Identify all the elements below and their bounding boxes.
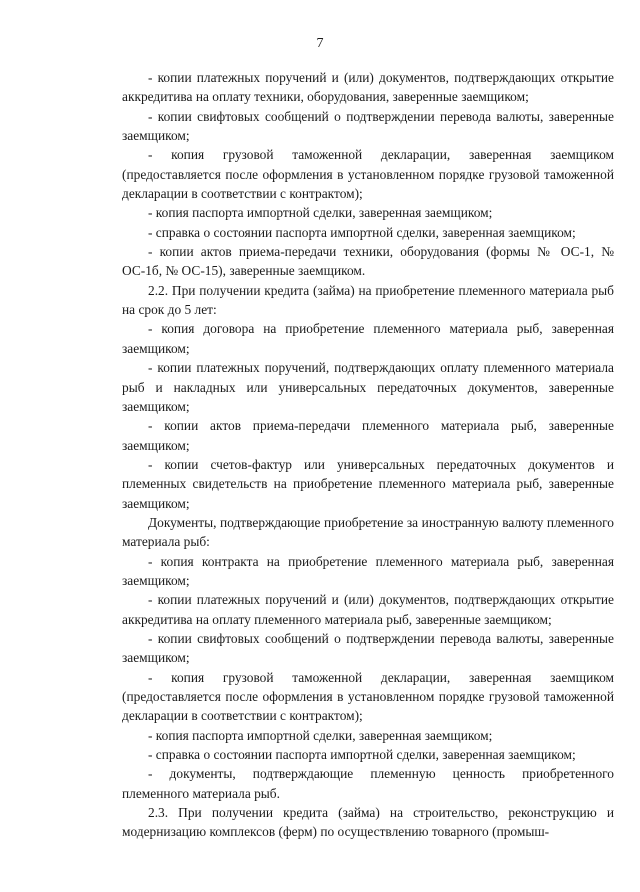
page-number: 7 xyxy=(316,36,324,51)
paragraph: - документы, подтверждающие племенную ценность приобретенного племенного материала рыб. xyxy=(122,766,614,801)
paragraph: - копия контракта на приобретение племенного материала рыб, заверенная заемщиком; xyxy=(122,553,614,588)
subheading-paragraph: Документы, подтверждающие приобретение за иностранную валюту племенного материала рыб: xyxy=(122,514,614,550)
paragraph: - копии свифтовых сообщений о подтверждении перевода валюты, заверенные заемщиком; xyxy=(122,630,614,666)
paragraph: - справка о состоянии паспорта импортной сделки, заверенная заемщиком; xyxy=(148,224,576,240)
paragraph: - копия паспорта импортной сделки, заверенная заемщиком; xyxy=(148,205,493,221)
paragraph: - копии свифтовых сообщений о подтверждении перевода валюты, заверенные заемщиком; xyxy=(122,108,614,144)
paragraph: - копия грузовой таможенной декларации, заверенная заемщиком (предоставляется после оформления в установленном порядке грузовой таможенной декларации в соответствии с контрактом); xyxy=(122,669,614,724)
section-heading-paragraph: 2.2. При получении кредита (займа) на приобретение племенного материала рыб на срок до 5 лет: xyxy=(122,282,614,318)
paragraph: - копии платежных поручений и (или) документов, подтверждающих открытие аккредитива на оплату племенного материала рыб, заверенные заемщиком; xyxy=(122,592,614,627)
paragraph: - копии счетов-фактур или универсальных передаточных документов и племенных свидетельств на приобретение племенного материала рыб, заверенные заемщиком; xyxy=(122,456,614,511)
paragraph: - справка о состоянии паспорта импортной сделки, заверенная заемщиком; xyxy=(148,747,576,763)
paragraph: - копии актов приема-передачи племенного материала рыб, заверенные заемщиком; xyxy=(122,418,614,453)
document-body xyxy=(122,68,614,842)
paragraph: - копии платежных поручений и (или) документов, подтверждающих открытие аккредитива на оплату техники, оборудования, заверенные заемщиком; xyxy=(122,70,614,105)
paragraph: - копии платежных поручений, подтверждающих оплату племенного материала рыб и накладных или универсальных передаточных документов, заверенные заемщиком; xyxy=(122,360,614,414)
paragraph: - копия договора на приобретение племенного материала рыб, заверенная заемщиком; xyxy=(122,321,614,356)
section-heading-paragraph: 2.3. При получении кредита (займа) на строительство, реконструкцию и модернизацию комплексов (ферм) по осуществлению товарного (промыш- xyxy=(122,805,614,840)
paragraph: - копия грузовой таможенной декларации, заверенная заемщиком (предоставляется после оформления в установленном порядке грузовой таможенной декларации в соответствии с контрактом); xyxy=(122,147,614,202)
paragraph: - копии актов приема-передачи техники, оборудования (формы № ОС-1, № ОС-1б, № ОС-15), заверенные заемщиком. xyxy=(122,244,614,279)
paragraph: - копия паспорта импортной сделки, заверенная заемщиком; xyxy=(148,727,493,743)
